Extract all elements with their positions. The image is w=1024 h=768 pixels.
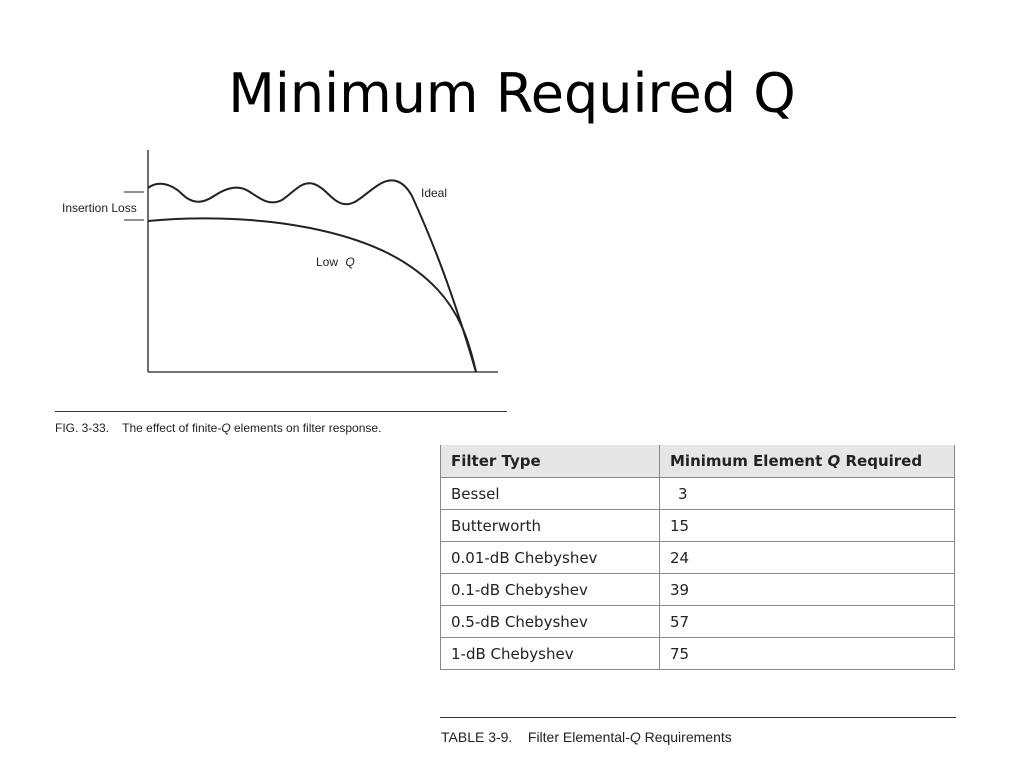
table-header-row [441,445,955,478]
low-q-label-low: Low [316,255,339,269]
table-number: TABLE 3-9. [441,729,513,745]
figure-caption-q: Q [221,421,231,435]
table-row [441,510,955,542]
cell-filter-type: Bessel [441,478,660,510]
insertion-loss-label: Insertion Loss [62,201,137,215]
figure-caption [55,421,515,435]
low-q-label [316,255,355,269]
cell-filter-type: 1-dB Chebyshev [441,638,660,670]
figure-caption-rule [55,411,507,412]
filter-response-plot [40,140,520,390]
cell-filter-type: 0.1-dB Chebyshev [441,574,660,606]
header-min-q [660,445,955,478]
figure-caption-text-a: The effect of finite- [122,421,222,435]
slide-title: Minimum Required Q [228,62,796,125]
figure-caption-text-b: elements on filter response. [230,421,382,435]
filter-q-table [440,445,955,670]
cell-filter-type: 0.01-dB Chebyshev [441,542,660,574]
cell-filter-type: Butterworth [441,510,660,542]
cell-min-q: 57 [660,606,955,638]
table-caption-q: Q [629,729,641,745]
table-caption-text-b: Requirements [640,729,732,745]
header-filter-type: Filter Type [441,445,660,478]
low-q-curve [148,218,476,372]
cell-min-q: 24 [660,542,955,574]
ideal-label: Ideal [421,186,448,200]
ideal-curve [148,180,476,372]
header-min-q-q: Q [827,452,841,470]
table-row [441,606,955,638]
low-q-label-q: Q [345,255,355,269]
cell-min-q: 39 [660,574,955,606]
table-caption-text-a: Filter Elemental- [527,729,630,745]
table-row [441,478,955,510]
filter-response-figure [40,140,520,390]
cell-min-q: 3 [660,478,955,510]
table-row [441,542,955,574]
header-min-q-b: Required [840,452,923,470]
table-caption-rule [440,717,956,718]
cell-min-q: 15 [660,510,955,542]
cell-filter-type: 0.5-dB Chebyshev [441,606,660,638]
table-row [441,638,955,670]
header-min-q-a: Minimum Element [670,452,828,470]
cell-min-q: 75 [660,638,955,670]
table-caption [441,729,961,745]
table-row [441,574,955,606]
figure-number: FIG. 3-33. [55,421,110,435]
